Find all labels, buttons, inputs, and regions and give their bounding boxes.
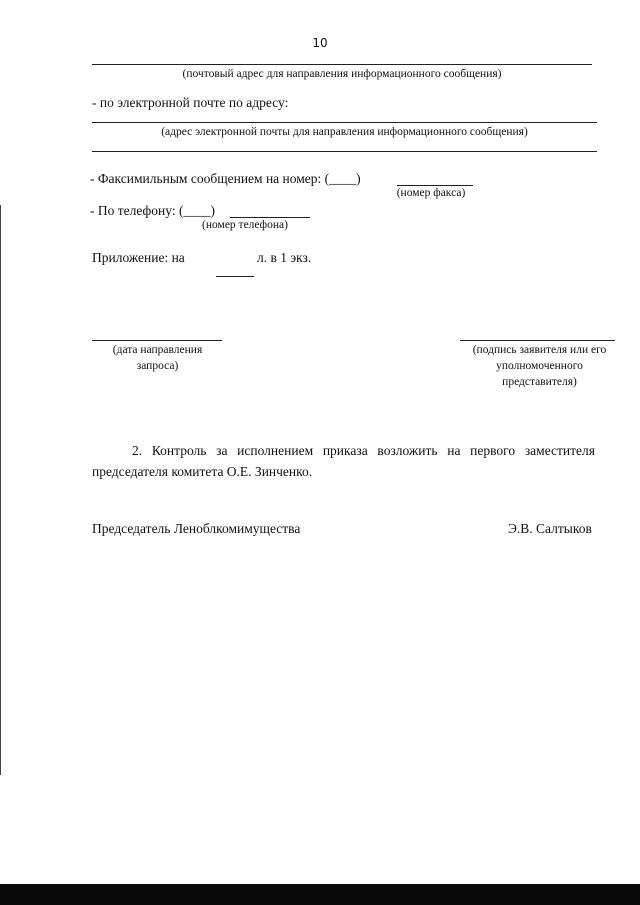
clause-line2: председателя комитета О.Е. Зинченко.: [92, 464, 313, 479]
fax-caption: (номер факса): [396, 187, 466, 199]
scan-left-edge: [0, 205, 1, 775]
clause-line1: 2. Контроль за исполнением приказа возложить на первого заместителя: [132, 443, 595, 458]
signature-caption-line1: (подпись заявителя или его: [472, 344, 607, 356]
postal-address-line: [92, 64, 592, 65]
postal-address-caption: (почтовый адрес для направления информационного сообщения): [182, 68, 502, 80]
chairman-name: Э.В. Салтыков: [508, 521, 592, 536]
attachment-suffix: л. в 1 экз.: [257, 250, 312, 265]
scan-bottom-bar: [0, 884, 640, 905]
page-number: 10: [312, 36, 328, 50]
email-second-line: [92, 151, 597, 152]
date-caption-line2: запроса): [136, 360, 179, 372]
signature-line: [460, 340, 615, 341]
phone-label: - По телефону: (____): [90, 203, 215, 218]
signature-caption-line3: представителя): [502, 376, 577, 388]
date-caption-line1: (дата направления: [112, 344, 203, 356]
phone-number-line: [230, 217, 310, 218]
date-line: [92, 340, 222, 341]
attachment-pages-line: [216, 276, 254, 277]
fax-number-line: [397, 185, 473, 186]
email-line: [92, 122, 597, 123]
signature-caption-line2: уполномоченного: [496, 360, 583, 372]
chairman-position: Председатель Леноблкомимущества: [92, 521, 301, 536]
attachment-prefix: Приложение: на: [92, 250, 185, 265]
email-label: - по электронной почте по адресу:: [92, 95, 289, 110]
fax-label: - Факсимильным сообщением на номер: (____): [90, 171, 361, 186]
email-caption: (адрес электронной почты для направления информационного сообщения): [161, 126, 528, 138]
phone-caption: (номер телефона): [202, 219, 288, 231]
